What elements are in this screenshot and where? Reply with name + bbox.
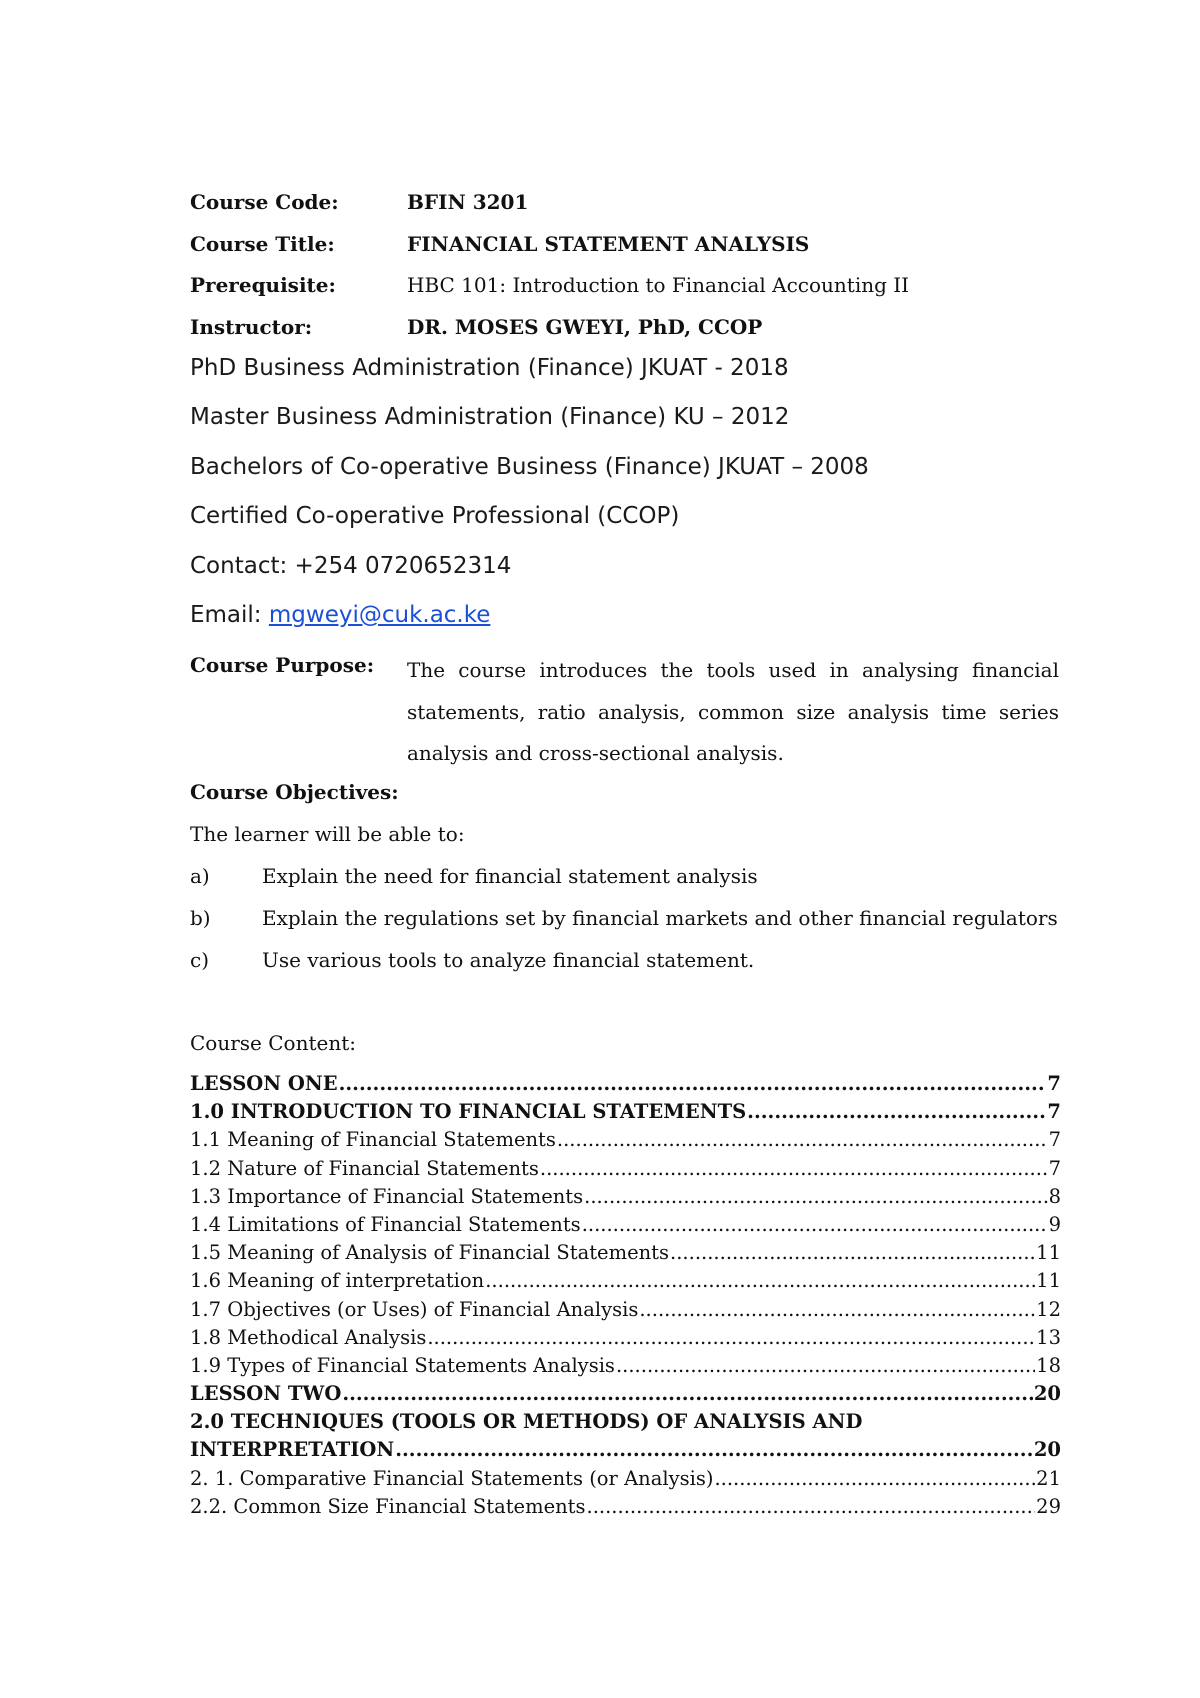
toc-entry[interactable]: [190, 1267, 1061, 1295]
objective-text: Use various tools to analyze financial statement.: [262, 948, 755, 972]
toc-entry-heading[interactable]: [190, 1408, 1061, 1436]
objective-letter: b): [190, 906, 211, 930]
toc-page: 20: [1033, 1438, 1061, 1462]
course-content-heading: Course Content:: [190, 1031, 356, 1055]
email-link[interactable]: mgweyi@cuk.ac.ke: [268, 602, 491, 628]
toc-page: 9: [1048, 1212, 1061, 1236]
toc-entry[interactable]: [190, 1098, 1061, 1126]
toc-entry[interactable]: [190, 1465, 1061, 1493]
toc-page: 13: [1036, 1325, 1061, 1349]
email-line: [190, 600, 490, 630]
toc-title: 1.9 Types of Financial Statements Analysis: [190, 1353, 615, 1377]
instructor-value: DR. MOSES GWEYI, PhD, CCOP: [407, 315, 763, 339]
toc-title: 1.6 Meaning of interpretation: [190, 1269, 485, 1293]
toc-entry[interactable]: [190, 1352, 1061, 1380]
toc-page: 7: [1047, 1072, 1061, 1095]
toc-title: 1.2 Nature of Financial Statements: [190, 1156, 539, 1180]
toc-title: 1.3 Importance of Financial Statements: [190, 1184, 584, 1208]
objectives-intro: The learner will be able to:: [190, 822, 465, 846]
objectives-heading: Course Objectives:: [190, 780, 399, 804]
toc-entry[interactable]: [190, 1324, 1061, 1352]
credential-bachelors: Bachelors of Co-operative Business (Finance) JKUAT – 2008: [190, 454, 869, 480]
contact-phone: Contact: +254 0720652314: [190, 553, 512, 579]
toc-title: 2. 1. Comparative Financial Statements (or Analysis): [190, 1466, 714, 1490]
table-of-contents: [190, 1070, 1061, 1521]
email-label: Email:: [190, 602, 269, 628]
toc-title: 1.8 Methodical Analysis: [190, 1325, 427, 1349]
toc-title: 2.0 TECHNIQUES (TOOLS OR METHODS) OF ANALYSIS AND: [190, 1410, 863, 1434]
toc-page: 7: [1048, 1128, 1061, 1152]
toc-title: 1.1 Meaning of Financial Statements: [190, 1128, 556, 1152]
objective-letter: c): [190, 948, 210, 972]
toc-entry[interactable]: [190, 1296, 1061, 1324]
toc-page: 21: [1036, 1466, 1061, 1490]
toc-page: 29: [1036, 1494, 1061, 1518]
course-code-value: BFIN 3201: [407, 190, 529, 214]
toc-title: 1.0 INTRODUCTION TO FINANCIAL STATEMENTS: [190, 1100, 747, 1124]
credential-phd: PhD Business Administration (Finance) JKUAT - 2018: [190, 355, 789, 381]
course-purpose-label: Course Purpose:: [190, 653, 375, 677]
toc-entry[interactable]: [190, 1380, 1061, 1408]
toc-title: 2.2. Common Size Financial Statements: [190, 1494, 586, 1518]
toc-page: 11: [1036, 1241, 1061, 1265]
toc-entry[interactable]: [190, 1493, 1061, 1521]
prerequisite-label: Prerequisite:: [190, 273, 336, 297]
course-code-label: Course Code:: [190, 190, 339, 214]
course-title-value: FINANCIAL STATEMENT ANALYSIS: [407, 232, 810, 256]
toc-title: INTERPRETATION: [190, 1438, 395, 1462]
toc-page: 8: [1048, 1184, 1061, 1208]
objective-text: Explain the regulations set by financial markets and other financial regulators: [262, 906, 1058, 930]
toc-page: 7: [1047, 1100, 1061, 1124]
toc-entry[interactable]: [190, 1155, 1061, 1183]
toc-entry[interactable]: [190, 1183, 1061, 1211]
course-purpose-text: The course introduces the tools used in analysing financial statements, ratio analysis, common size analysis time series analysis and cross-sectional analysis.: [407, 658, 1059, 765]
toc-title: 1.7 Objectives (or Uses) of Financial Analysis: [190, 1297, 639, 1321]
toc-page: 18: [1036, 1353, 1061, 1377]
objective-letter: a): [190, 864, 210, 888]
toc-entry[interactable]: [190, 1239, 1061, 1267]
credential-ccop: Certified Co-operative Professional (CCOP): [190, 503, 680, 529]
toc-page: 7: [1048, 1156, 1061, 1180]
toc-page: 20: [1033, 1382, 1061, 1406]
toc-title: 1.4 Limitations of Financial Statements: [190, 1212, 581, 1236]
objective-text: Explain the need for financial statement analysis: [262, 864, 758, 888]
toc-title: LESSON TWO: [190, 1382, 342, 1406]
toc-title: 1.5 Meaning of Analysis of Financial Statements: [190, 1241, 670, 1265]
course-title-label: Course Title:: [190, 232, 335, 256]
toc-page: 11: [1036, 1269, 1061, 1293]
instructor-label: Instructor:: [190, 315, 313, 339]
toc-entry[interactable]: [190, 1211, 1061, 1239]
credential-masters: Master Business Administration (Finance) KU – 2012: [190, 404, 790, 430]
toc-page: 12: [1036, 1297, 1061, 1321]
toc-entry[interactable]: [190, 1126, 1061, 1154]
toc-entry[interactable]: [190, 1436, 1061, 1464]
prerequisite-value: HBC 101: Introduction to Financial Accounting II: [407, 273, 910, 297]
toc-title: LESSON ONE: [190, 1072, 338, 1095]
toc-entry[interactable]: [190, 1070, 1061, 1098]
